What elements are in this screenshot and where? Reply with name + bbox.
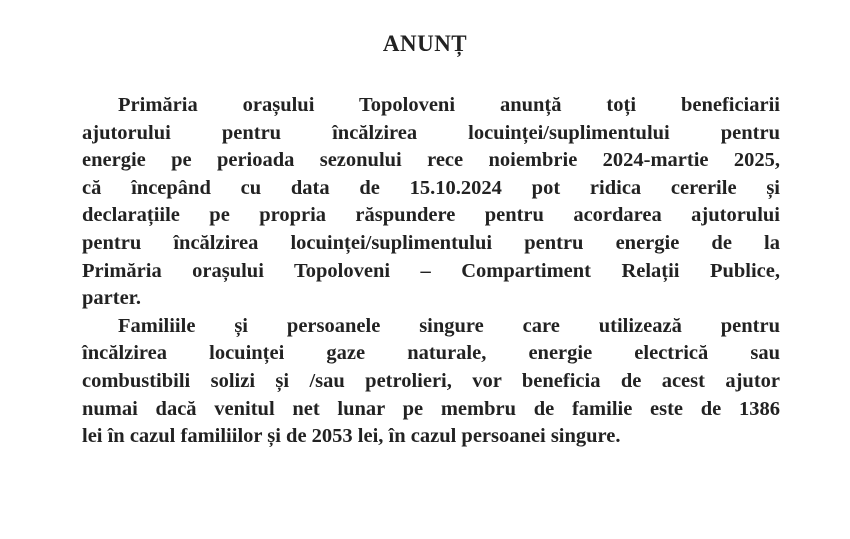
text-line: energie pe perioada sezonului rece noiembrie 2024-martie 2025, bbox=[82, 149, 780, 172]
text-line: declarațiile pe propria răspundere pentru acordarea ajutorului bbox=[82, 204, 780, 227]
text-line: Primăria orașului Topoloveni anunță toți beneficiarii bbox=[118, 94, 780, 116]
text-line: că începând cu data de 15.10.2024 pot ridica cererile și bbox=[82, 176, 780, 199]
text-line: combustibili solizi și /sau petrolieri, vor beneficia de acest ajutor bbox=[82, 369, 780, 392]
text-line: încălzirea locuinței gaze naturale, energie electrică sau bbox=[82, 342, 780, 365]
text-line: numai dacă venitul net lunar pe membru de familie este de 1386 bbox=[82, 397, 780, 420]
text-line: lei în cazul familiilor și de 2053 lei, în cazul persoanei singure. bbox=[82, 425, 621, 448]
text-line: pentru încălzirea locuinței/suplimentului pentru energie de la bbox=[82, 231, 780, 254]
announcement-title: ANUNȚ bbox=[382, 31, 468, 56]
text-line: Familiile și persoanele singure care utilizează pentru bbox=[118, 314, 780, 337]
text-line: Primăria orașului Topoloveni – Compartiment Relații Publice, bbox=[82, 259, 780, 282]
text-line: parter. bbox=[82, 287, 142, 310]
announcement-body bbox=[82, 92, 780, 451]
text-line: ajutorului pentru încălzirea locuinței/suplimentului pentru bbox=[82, 121, 780, 144]
